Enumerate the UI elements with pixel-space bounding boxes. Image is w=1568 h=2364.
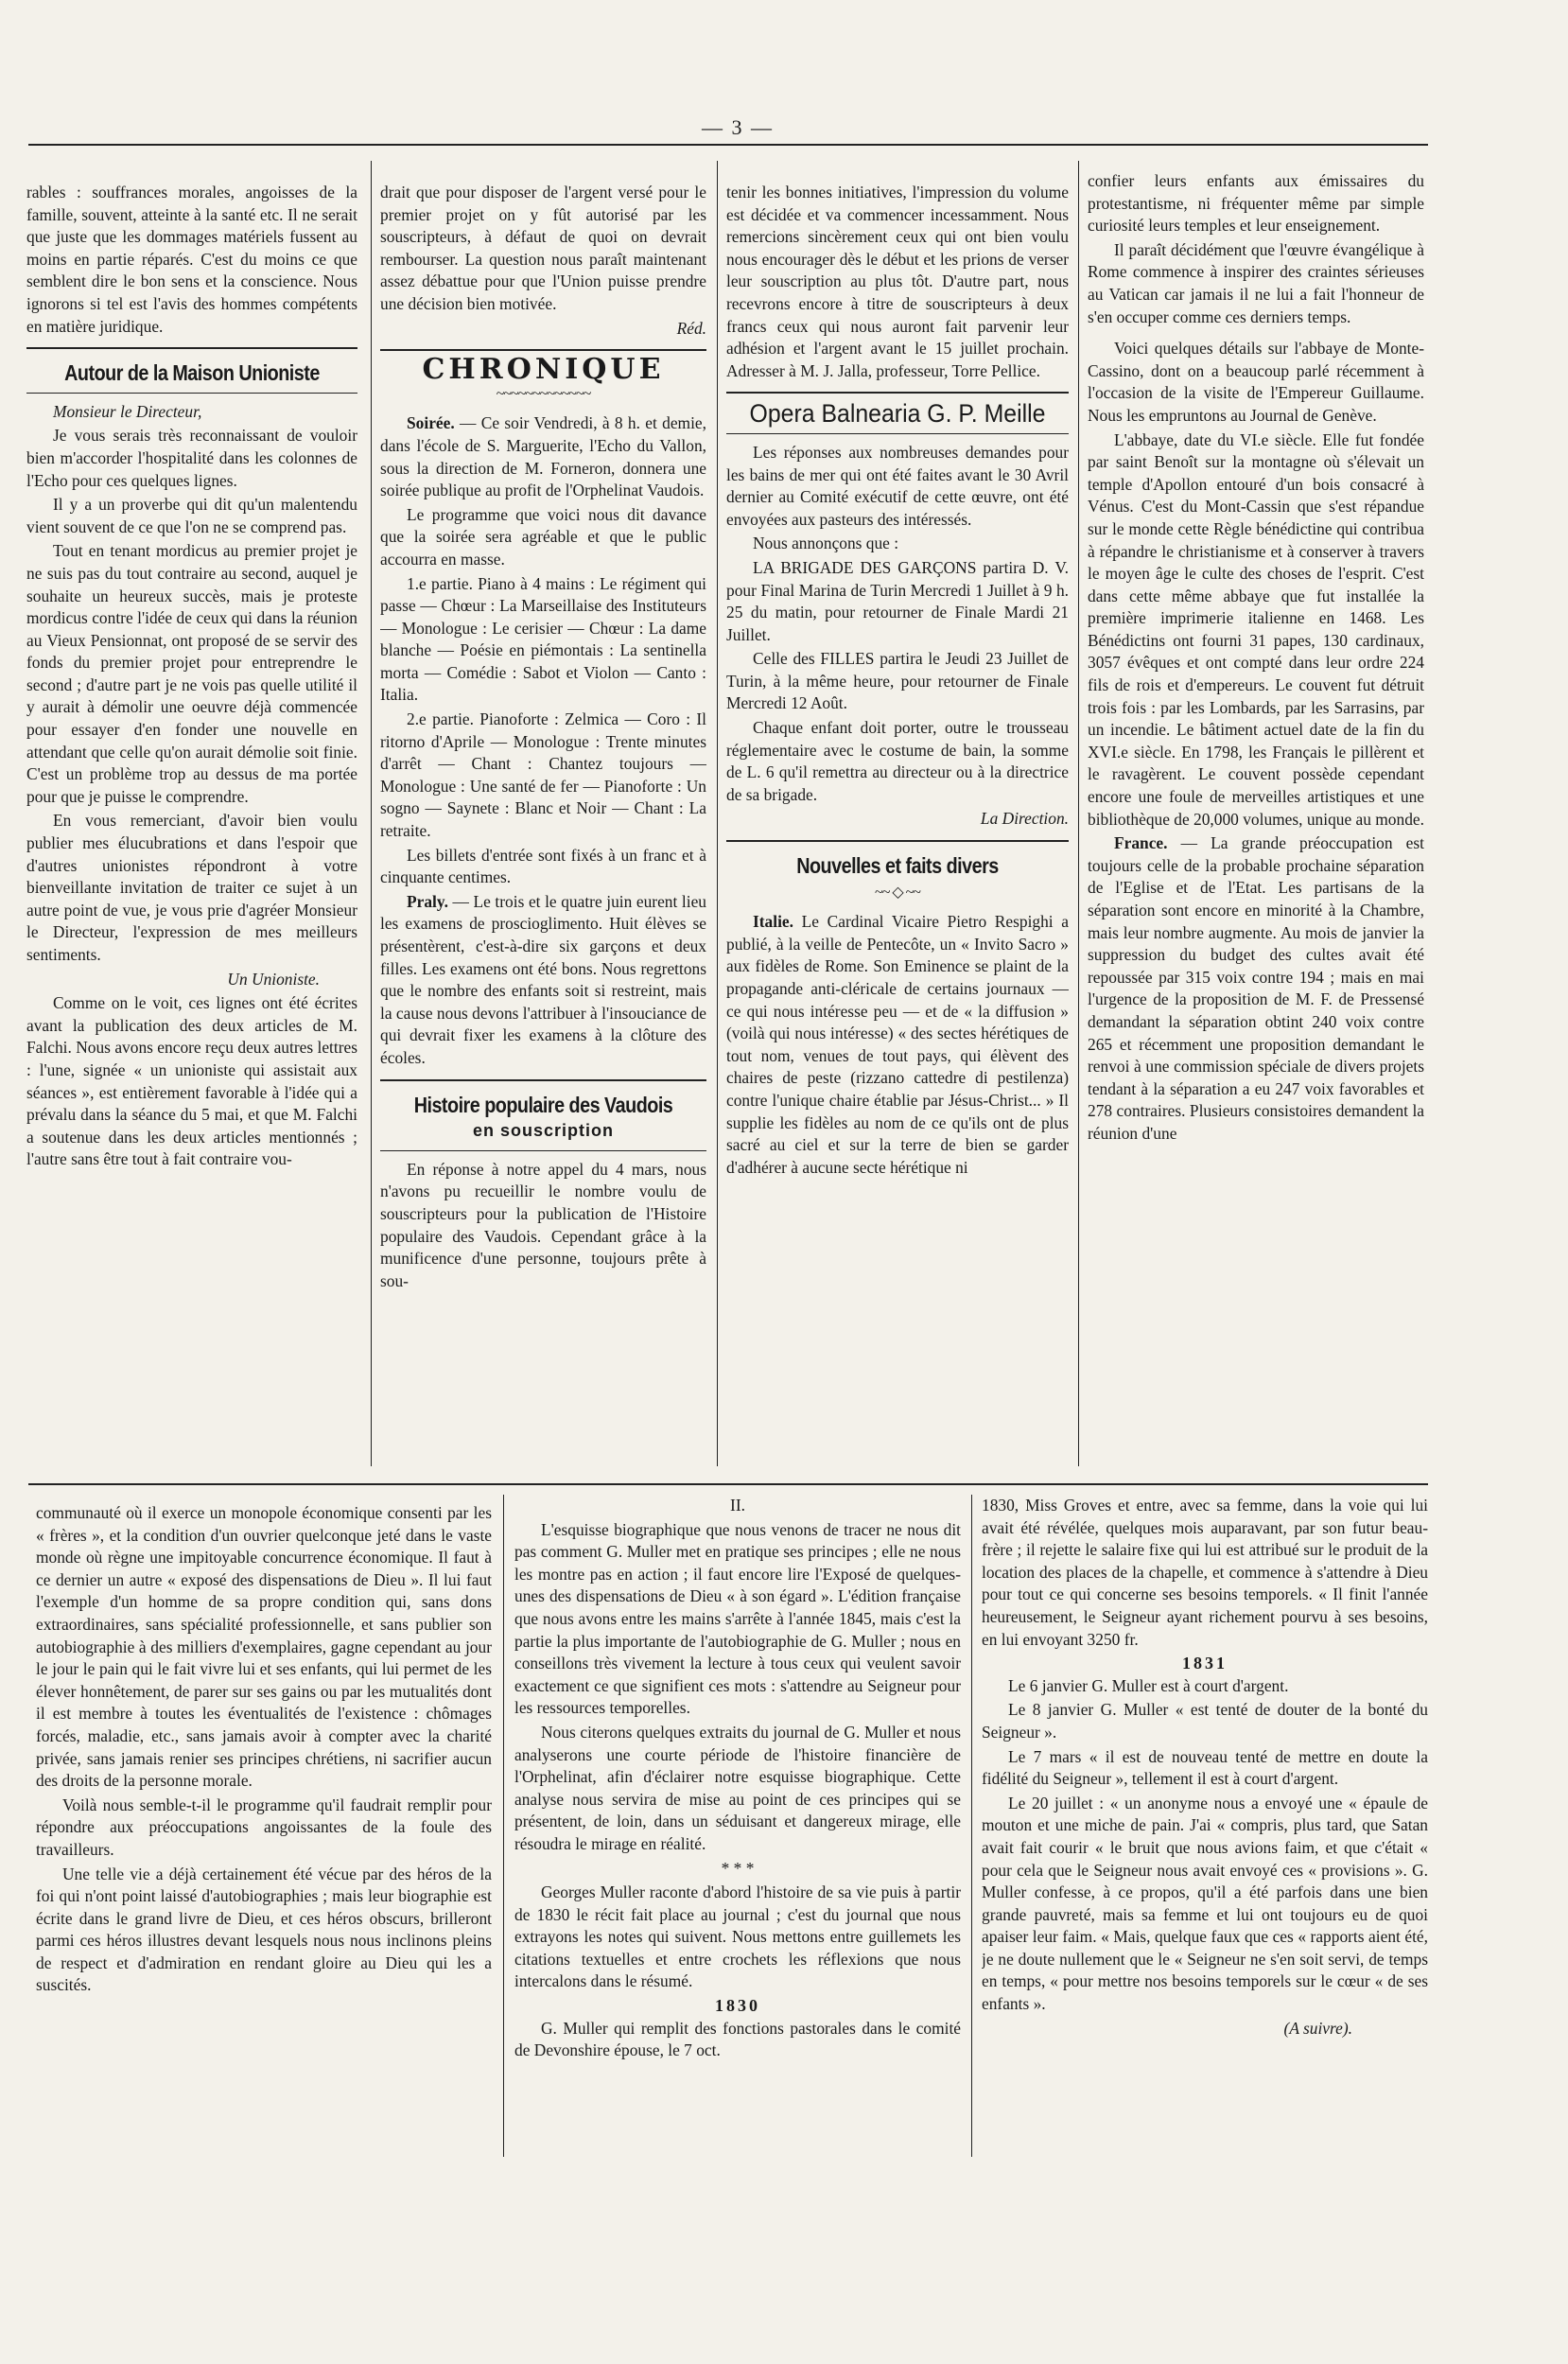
paragraph: Je vous serais très reconnaissant de vouloir bien m'accorder l'hospitalité dans les colonnes de l'Echo pour ces quelques lignes. [26,426,357,490]
paragraph: Georges Muller raconte d'abord l'histoire de sa vie puis à partir de 1830 le récit fait place au journal ; c'est du journal que nous extrayons les notes qui suivent. Nous mettons entre guillemets les citations textuelles et entre crochets les réflexions que nous intercalons dans le résumé. [514,1882,961,1991]
section-numeral: II. [730,1496,745,1515]
paragraph: En réponse à notre appel du 4 mars, nous n'avons pu recueillir le nombre voulu de souscripteurs pour la publication de l'Histoire populaire des Vaudois. Cependant grâce à la munificence d'une personne, toujours prête à sou- [380,1159,706,1290]
paragraph: Comme on le voit, ces lignes ont été écrites avant la publication des deux articles de M. Falchi. Nous avons encore reçu deux autres lettres : l'une, signée « un unioniste qui assistait aux séances », est entièrement favorable à l'idée qui a prévalu dans la séance du 5 mai, et que M. Falchi a soutenue dans les deux articles mentionnés ; l'autre sans être tout à fait contraire vou- [26,993,357,1169]
article-heading: Opera Balnearia G. P. Meille [749,399,1046,429]
program-part-2: 2.e partie. Pianoforte : Zelmica — Coro : Il ritorno d'Aprile — Monologue : Trente minutes d'arrêt — Chant : Chantez toujours — Monologue : Une santé de fer — Pianoforte : Un sogno — Saynete : Blanc et Noir — Chant : La retraite. [380,709,706,841]
section-title: CHRONIQUE [422,353,665,387]
signature: Un Unioniste. [227,969,320,989]
paragraph: G. Muller qui remplit des fonctions pastorales dans le comité de Devonshire épouse, le 7 oct. [514,2018,961,2060]
signature: La Direction. [980,809,1069,829]
article-separator [726,840,1069,842]
page-number: — 3 — [702,115,774,139]
item-text: — Le trois et le quatre juin eurent lieu les examens de proscioglimento. Huit élèves se présentèrent, c'est-à-dire six garçons et deux filles. Les examens ont été bons. Nous regrettons que le nombre des enfants soit si restreint, mais la cause nous devons l'attribuer à l'insouciance de qui devrait fixer les examens à la clôture des écoles. [380,891,706,1067]
paragraph: LA BRIGADE DES GARÇONS partira D. V. pour Final Marina de Turin Mercredi 1 Juillet à 9 h. 25 du matin, pour retourner de Finale Mardi 21 Juillet. [726,557,1069,644]
article-subheading: en souscription [472,1121,614,1141]
column-divider [717,161,718,1466]
heading-rule [726,433,1069,434]
paragraph: Le 6 janvier G. Muller est à court d'argent. [1008,1675,1289,1695]
paragraph: Voilà nous semble-t-il le programme qu'il faudrait remplir pour répondre aux préoccupations angoissantes de la foule des travailleurs. [36,1795,492,1859]
article-continuation: confier leurs enfants aux émissaires du protestantisme, ni fréquenter même par simple curiosité leurs temples et leur enseignement. [1088,171,1424,236]
article-continuation: rables : souffrances morales, angoisses de la famille, souvent, atteinte à la santé etc. Il ne serait que juste que les dommages matériels fussent au moins en partie réparés. C'est du moins ce que semblent dire le bon sens et la conscience. Nous ignorons si tel est l'avis des hommes compétents en matière juridique. [26,183,357,336]
paragraph: Les réponses aux nombreuses demandes pour les bains de mer qui ont été faites avant le 30 Avril dernier au Comité exécutif de cette œuvre, ont été envoyées aux pasteurs des intéressés. [726,442,1069,529]
item-label: Soirée. [407,413,455,433]
year-heading: 1831 [1182,1654,1228,1673]
article-continuation: communauté où il exerce un monopole économique consenti par les « frères », et la condition d'un ouvrier quelconque jeté dans le vaste monde où règne une impitoyable concurrence économique. Il faut à ce dernier un autre « exposé des dispensations de Dieu ». Il lui faut l'exemple d'un homme de sa propre condition qui, sans dons extraordinaires, sans spécialité professionnelle, et sans publier son autobiographie à des milliers d'exemplaires, gagne cependant au jour le jour le pain qui le fait vivre lui et ses enfants, qui lui permet de les élever honnêtement, de parer sur ses gains ou par les mutualités dont il est membre à toutes les éventualités de l'existence : chômages forcés, maladie, etc., sans jamais avoir à compter avec la charité privée, sans jamais renier ses principes chrétiens, ni sacrifier aucun des droits de la personne morale. [36,1503,492,1791]
column-divider [371,161,372,1466]
paragraph: Tout en tenant mordicus au premier projet je ne suis pas du tout contraire au second, auquel je souhaite un heureux succès, mais je proteste mordicus contre l'idée de ceux qui dans la réunion au Vieux Pensionnat, ont proposé de se servir des fonds du premier projet pour entreprendre le second ; d'autre part je ne vois pas quelle utilité il y aurait à démolir une oeuvre déjà commencée pour essayer d'en fonder une nouvelle en attendant que celle qu'on aurait démolie soit finie. C'est un problème trop au dessus de ma portée pour que je puisse le comprendre. [26,541,357,806]
stars-separator: * * * [721,1858,755,1878]
item-text: — Ce soir Vendredi, à 8 h. et demie, dans l'école de S. Marguerite, l'Echo du Vallon, sous la direction de M. Forneron, donnera une soirée publique au profit de l'Orphelinat Vaudois. [380,413,706,500]
paragraph: Le 8 janvier G. Muller « est tenté de douter de la bonté du Seigneur ». [982,1700,1428,1742]
column-divider [503,1495,504,2157]
paragraph: En vous remerciant, d'avoir bien voulu publier mes élucubrations et dans l'espoir que d'autres unionistes répondront à votre bienveillante invitation de traiter ce sujet à un autre point de vue, je vous prie d'agréer Monsieur le Directeur, l'expression de mes meilleurs sentiments. [26,811,357,964]
article-continuation: drait que pour disposer de l'argent versé pour le premier projet on y fût autorisé par les souscripteurs, à défaut de quoi on devrait rembourser. La question nous paraît maintenant assez débattue pour que l'Union puisse prendre une décision bien motivée. [380,183,706,313]
article-separator [380,349,706,351]
article-separator [726,392,1069,394]
editor-signature: Réd. [676,318,706,338]
column-3 [726,182,1069,1468]
paragraph: Il y a un proverbe qui dit qu'un malentendu vient souvent de ce que l'on ne se comprend pas. [26,495,357,536]
column-1 [26,182,357,1468]
article-heading: Autour de la Maison Unioniste [64,360,320,386]
column-4 [1088,170,1424,1468]
heading-rule [380,1150,706,1151]
bottom-column-2 [514,1495,961,2157]
paragraph: Le 20 juillet : « un anonyme nous a envoyé une « épaule de mouton et une miche de pain. J'ai « compris, plus tard, que Satan avait fait courir « le bruit que nous avions faim, et que c'était « pour cela que le Seigneur nous avait envoyé ces « provisions ». G. Muller confesse, à ce propos, qu'il a été parfois dans une bien grande pauvreté, mais sa femme et lui ont toujours eu de quoi apaiser leur faim. « Mais, quelque faux que ces « rapports aient été, je ne doute nullement que le « Seigneur ne s'en soit servi, de temps en temps, « pour mettre nos besoins temporels sur le cœur « de ses enfants ». [982,1793,1428,2014]
article-heading: Histoire populaire des Vaudois [413,1092,673,1117]
paragraph: Voici quelques détails sur l'abbaye de Monte-Cassino, dont on a beaucoup parlé récemment à l'occasion de la visite de l'Empereur Guillaume. Nous les empruntons au Journal de Genève. [1088,339,1424,425]
to-be-continued: (A suivre). [1283,2018,1352,2038]
column-divider [1078,161,1079,1466]
program-part-1: 1.e partie. Piano à 4 mains : Le régiment qui passe — Chœur : La Marseillaise des Instituteurs — Monologue : Le cerisier — Chœur : La dame blanche — Poésie en piémontais : La sentinella morta — Comédie : Sabot et Violon — Canto : Italia. [380,573,706,705]
ornament: ~~~~~~~~~~~~~ [496,385,591,402]
section-rule [28,1483,1428,1485]
paragraph: Chaque enfant doit porter, outre le trousseau réglementaire avec le costume de bain, la somme de L. 6 qu'il remettra au directeur ou à la directrice de sa brigade. [726,718,1069,804]
article-separator [380,1079,706,1081]
paragraph: L'abbaye, date du VI.e siècle. Elle fut fondée par saint Benoît sur la montagne où s'élevait un temple d'Apollon entouré d'un bois consacré à Vénus. C'est du Mont-Cassin que s'est répandue sur le monde cette Règle bénédictine qui contribua à répandre le christianisme et à conserver à travers le moyen âge le culte des choses de l'esprit. C'est dans cette même abbaye que fut installée la première imprimerie italienne en 1468. Les Bénédictins ont fourni 31 papes, 130 cardinaux, 3057 évêques et ont compté dans leur ordre 224 fils de rois et d'empereurs. Le couvent fut détruit trois fois : par les Lombards, par les Sarrasins, par un incendie. Le bâtiment actuel date de la fin du XVI.e siècle. En 1798, les Français le pillèrent et le ravagèrent. Le couvent possède cependant encore une foule de merveilles artistiques et une bibliothèque de 20,000 volumes, unique au monde. [1088,429,1424,829]
paragraph: Nous annonçons que : [753,534,899,553]
paragraph: L'esquisse biographique que nous venons de tracer ne nous dit pas comment G. Muller met en pratique ses principes ; elle ne nous les montre pas en action ; il faut encore lire l'Exposé de quelques-unes des dispensations de Dieu « à son égard ». L'édition française que nous avons entre les mains s'arrête à l'année 1845, mais c'est la partie la plus importante de l'autobiographie de G. Muller ; nous en conseillons très vivement la lecture à tous ceux qui veulent savoir exactement ce que signifient ces mots : s'attendre au Seigneur pour les ressources temporelles. [514,1519,961,1718]
salutation: Monsieur le Directeur, [53,401,202,421]
article-separator [26,347,357,349]
article-heading: Nouvelles et faits divers [796,853,999,879]
paragraph: Il paraît décidément que l'œuvre évangélique à Rome commence à inspirer des craintes sérieuses au Vatican car jamais il ne lui a fait l'honneur de s'en occuper comme ces derniers temps. [1088,239,1424,326]
column-2 [380,182,706,1468]
paragraph: Nous citerons quelques extraits du journal de G. Muller et nous analyserons une courte période de l'histoire financière de l'Orphelinat, afin d'éclairer notre esquisse biographique. Cette analyse nous servira de mise au point de ces principes qui se présentent, de loin, dans un séduisant et dangereux mirage, elle résoudra le mirage en réalité. [514,1722,961,1853]
header-rule [28,144,1428,146]
article-continuation: 1830, Miss Groves et entre, avec sa femme, dans la voie qui lui avait été révélée, quelques mois auparavant, par son futur beau-frère ; il rejette le salaire fixe qui lui est attribué sur le produit de la location des places de la chapelle, et commence à s'attendre à Dieu pour tout ce qui concerne ses besoins temporels. « Il finit l'année heureusement, le Seigneur ayant richement pourvu à ses besoins, en lui envoyant 3250 fr. [982,1496,1428,1649]
article-continuation: tenir les bonnes initiatives, l'impression du volume est décidée et va commencer incessamment. Nous remercions sincèrement ceux qui ont bien voulu nous encourager dès le début et les prions de verser leur souscription au plus tôt. D'autre part, nous recevrons encore à titre de souscripteurs à deux francs ceux qui nous auront fait parvenir leur adhésion et l'argent avant le 15 juillet prochain. Adresser à M. J. Jalla, professeur, Torre Pellice. [726,183,1069,380]
paragraph: Celle des FILLES partira le Jeudi 23 Juillet de Turin, à la même heure, pour retourner de Finale Mercredi 12 Août. [726,649,1069,713]
paragraph: Les billets d'entrée sont fixés à un franc et à cinquante centimes. [380,845,706,887]
year-heading: 1830 [715,1996,760,2016]
column-divider [971,1495,972,2157]
bottom-column-3 [982,1495,1428,2157]
item-text: — La grande préoccupation est toujours celle de la probable prochaine séparation de l'Eglise et de l'Etat. Les partisans de la séparation sont encore en minorité à la Chambre, mais leur nombre augmente. Au mois de janvier la suppression du budget des cultes avait été repoussée par 315 voix contre 194 ; mais en mai l'urgence de la proposition de M. F. de Pressensé demandant la séparation obtint 240 voix contre 265 et récemment une proposition demandant le renvoi à une commission spéciale de divers projets tendant à la séparation a eu 247 voix favorables et 278 contraires. Plusieurs consistoires demandent la réunion d'une [1088,833,1424,1143]
paragraph: Une telle vie a déjà certainement été vécue par des héros de la foi qui n'ont point laissé d'autobiographies ; mais leur biographie est écrite dans le grand livre de Dieu, et ces héros obscurs, brilleront parmi ces héros illustres devant lesquels nous nous inclinons pleins de respect et d'admiration en rendant gloire au Dieu qui les a suscités. [36,1864,492,1995]
item-text: Le Cardinal Vicaire Pietro Respighi a publié, à la veille de Pentecôte, un « Invito Sacro » aux fidèles de Rome. Son Eminence se plaint de la propagande anti-cléricale de certains journaux — ce qui nous intéresse peu — et de « la diffusion » (voilà qui nous intéresse) « des sectes hérétiques de tout nom, venues de tout pays, qui élèvent des chaires de peste (rizzano cattedre di pestilenza) contre l'unique chaire établie par Jésus-Christ... » Il supplie les fidèles au nom de ce qu'ils ont de plus sacré au ciel et sur la terre de bien se garder d'adhérer à aucune secte hérétique ni [726,912,1069,1177]
bottom-column-1 [36,1502,492,2155]
ornament: ~~ ◇ ~~ [875,884,920,901]
item-label: Praly. [407,891,448,911]
item-label: Italie. [753,912,793,932]
paragraph: Le 7 mars « il est de nouveau tenté de mettre en doute la fidélité du Seigneur », tellement il est à court d'argent. [982,1746,1428,1789]
heading-rule [26,393,357,394]
item-label: France. [1114,833,1168,853]
paragraph: Le programme que voici nous dit davance que la soirée sera agréable et que le public accourra en masse. [380,504,706,569]
